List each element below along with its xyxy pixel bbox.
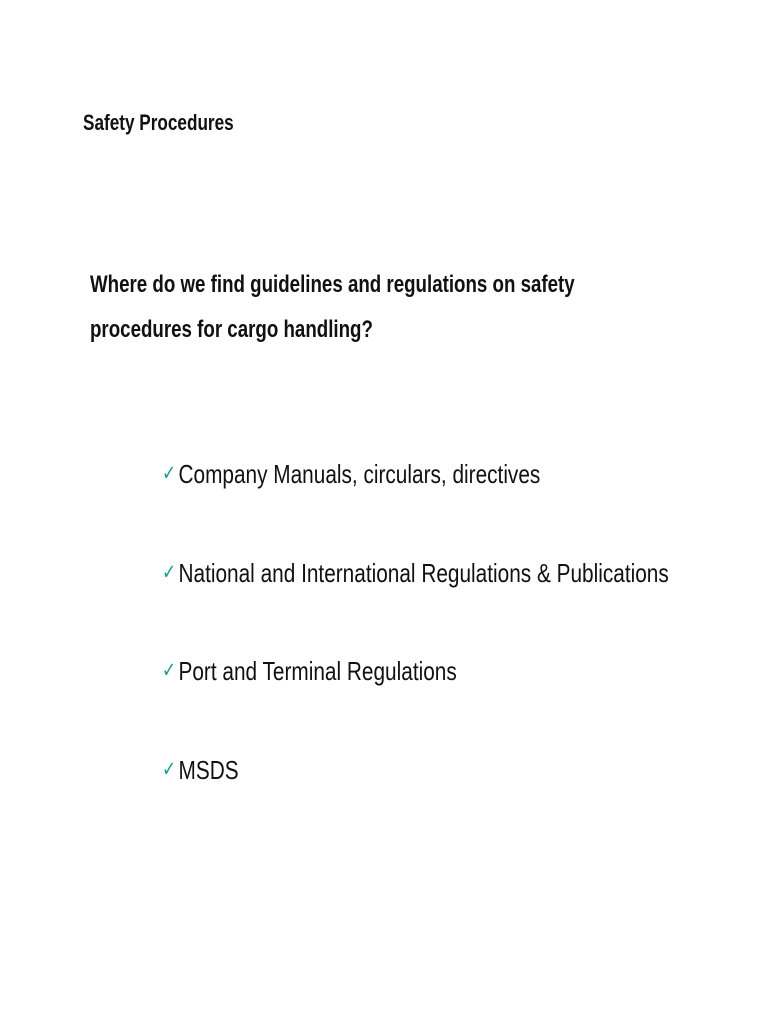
bullet-item-port-regulations — [162, 655, 669, 754]
checkmark-icon: ✓ — [162, 757, 177, 781]
question-line-2: procedures for cargo handling? — [90, 316, 373, 343]
bullet-item-company-manuals — [162, 458, 669, 557]
checkmark-icon: ✓ — [162, 659, 177, 682]
checkmark-icon: ✓ — [162, 462, 177, 485]
checkmark-icon: ✓ — [162, 560, 177, 584]
bullet-text: National and International Regulations & Publications — [178, 557, 669, 588]
bullet-text: Port and Terminal Regulations — [178, 656, 457, 686]
bullet-text: MSDS — [178, 754, 239, 785]
question-line-1: Where do we find guidelines and regulations on safety — [90, 271, 575, 298]
bullet-text: Company Manuals, circulars, directives — [178, 459, 541, 489]
question-heading — [90, 262, 589, 352]
bullet-item-national-regulations — [162, 557, 669, 656]
bullet-list — [162, 458, 768, 852]
slide-title: Safety Procedures — [83, 110, 234, 135]
bullet-item-msds — [162, 754, 669, 853]
